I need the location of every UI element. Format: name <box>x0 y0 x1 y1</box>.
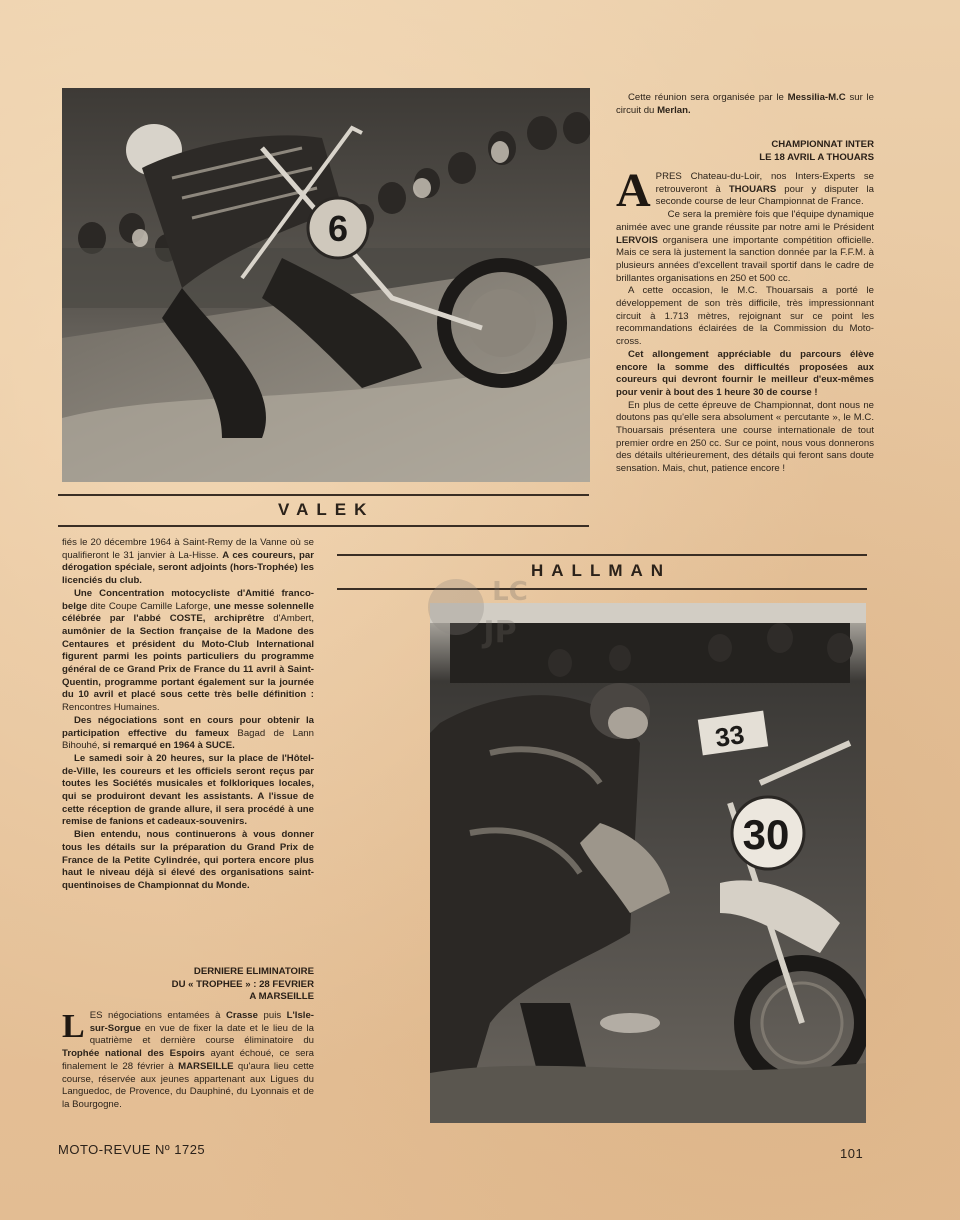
valek-bike-number: 6 <box>327 208 349 249</box>
intro-circuit: Merlan. <box>657 104 691 116</box>
marseille-b: Crasse <box>225 1010 258 1021</box>
left-p2-a: Une Concentration motocycliste d'Amitié franco-belge <box>62 587 314 612</box>
left-p3-b: Bagad de Lann Bihouhé, <box>62 727 314 752</box>
marseille-heading <box>62 966 314 1004</box>
hallman-photo <box>430 603 866 1123</box>
left-p4: Le samedi soir à 20 heures, sur la place de l'Hôtel-de-Ville, les coureurs et les officiels seront reçus par toutes les Sociétés musicales et folkloriques locales, qui se produiront devant les assistants. A l'issue de cette réception de grande allure, il sera procédé à une remise de fanions et cadeaux-souvenirs. <box>62 752 314 828</box>
thouars-p2-a: Ce sera la première fois que l'équipe dynamique animée avec une grande réussite par notre ami le Président <box>616 209 874 233</box>
lcjp-watermark <box>418 562 548 652</box>
intro-text-a: Cette réunion sera organisée par le <box>628 92 788 103</box>
marseille-h: MARSEILLE <box>178 1060 234 1072</box>
valek-photo <box>62 88 590 482</box>
thouars-p1-a: PRES Chateau-du-Loir, nos Inters-Experts se retrouveront à <box>655 171 874 195</box>
thouars-p5: En plus de cette épreuve de Championnat, dont nous ne doutons pas qu'elle sera absolument « percutante », le M.C. Thouarsais présentera une course internationale de tout premier ordre en 250 cc. Sur ce point, nous vous donnerons des détails ultérieurement, des détails qui feront sans doute sensation. Mais, chut, patience encore ! <box>616 399 874 475</box>
intro-text-c: sur le circuit du <box>616 92 874 116</box>
left-p5: Bien entendu, nous continuerons à vous donner tous les détails sur la préparation du Grand Prix de France de la Petite Cylindrée, qui portera encore plus haut le niveau déjà si élevé des organisations saint-quentinoises de Championnat du Monde. <box>62 829 314 891</box>
marseille-heading-line2: DU « TROPHEE » : 28 FEVRIER <box>171 978 314 990</box>
hallman-top-rule <box>337 554 867 556</box>
marseille-heading-line3: A MARSEILLE <box>249 991 314 1003</box>
marseille-i: qu'aura lieu cette course, réservée aux jeunes appartenant aux Ligues du Languedoc, de Provence, du Dauphiné, du Lyonnais et de la Bourgogne. <box>62 1060 314 1110</box>
marseille-d: L'Isle-sur-Sorgue <box>89 1010 314 1034</box>
watermark-bottom-text: JP <box>483 615 517 650</box>
hallman-bottom-rule <box>337 588 867 590</box>
dropcap-a: A <box>616 164 651 217</box>
valek-caption: VALEK <box>278 500 375 519</box>
right-column-intro <box>616 92 874 117</box>
marseille-a: ES négociations entamées à <box>89 1010 226 1021</box>
left-p1-b: A ces coureurs, par dérogation spéciale, seront adjoints (hors-Trophée) les licenciés du club. <box>62 549 314 587</box>
marseille-g: ayant échoué, ce sera finalement le 28 février à <box>62 1048 314 1072</box>
left-column-article <box>62 537 314 893</box>
watermark-top-text: LC <box>492 577 528 607</box>
left-p2-c: une messe solennelle célébrée par l'abbé COSTE, archiprêtre <box>62 600 314 625</box>
right-column-article <box>616 164 874 476</box>
marseille-article <box>62 1010 314 1112</box>
thouars-p4: Cet allongement appréciable du parcours élève encore la somme des difficultés proposées aux coureurs qui devront fournir le meilleur d'eux-mêmes pour venir à bout des 1 heure 30 de course ! <box>616 348 874 398</box>
left-p2-b: dite Coupe Camille Laforge, <box>87 600 214 612</box>
marseille-c: puis <box>257 1010 287 1021</box>
marseille-f: Trophée national des Espoirs <box>62 1048 205 1060</box>
dropcap-l: L <box>62 1008 85 1045</box>
left-p2-e: aumônier de la Section française de la Madone des Centaures et président du Moto-Club International figurent parmi les points particuliers du programme général de ce Grand Prix de France du 11 avril à Saint-Quentin, programme portant également sur la journée du 10 avril et placé sous cette très belle définition : <box>62 625 314 701</box>
left-p3-c: si remarqué en 1964 à SUCE. <box>102 740 235 752</box>
intro-club: Messilia-M.C <box>787 92 846 103</box>
bike-33-number: 33 <box>713 719 747 753</box>
championnat-heading-line1: CHAMPIONNAT INTER <box>771 139 874 150</box>
hallman-bike-number: 30 <box>742 811 790 858</box>
page-number: 101 <box>840 1146 864 1161</box>
left-p3-a: Des négociations sont en cours pour obtenir la participation effective du fameux <box>62 714 314 739</box>
thouars-p1-b: THOUARS <box>728 183 777 195</box>
magazine-footer: MOTO-REVUE Nº 1725 <box>58 1142 206 1157</box>
championnat-heading-line2: LE 18 AVRIL A THOUARS <box>759 151 874 163</box>
left-p2-f: Rencontres Humaines. <box>62 702 160 714</box>
left-p2-d: d'Ambert, <box>264 613 314 625</box>
valek-bottom-rule <box>58 525 589 527</box>
championnat-heading <box>616 139 874 164</box>
marseille-e: en vue de fixer la date et le lieu de la quatrième et dernière course éliminatoire du <box>89 1022 314 1047</box>
valek-top-rule <box>58 494 589 496</box>
thouars-p1-c: pour y disputer la seconde course de leur Championnat de France. <box>655 183 874 208</box>
hallman-caption: HALLMAN <box>531 561 672 580</box>
thouars-p2-b: LERVOIS <box>616 234 658 246</box>
thouars-p3: A cette occasion, le M.C. Thouarsais a porté le développement de son très difficile, très impressionnant circuit à 1.713 mètres, rejoignant sur ce point les recommandations éclairées de la Commission du Moto-cross. <box>616 285 874 348</box>
marseille-heading-line1: DERNIERE ELIMINATOIRE <box>193 966 314 977</box>
thouars-p2-c: organisera une importante compétition officielle. Mais ce sera là justement la sanction donnée par la F.F.M. à plusieurs années d'excellent travail sportif dans le cadre de brillantes organisations en 250 et 500 cc. <box>616 234 874 284</box>
left-p1-a: fiés le 20 décembre 1964 à Saint-Remy de la Vanne où se qualifieront le 31 janvier à La-Hisse. <box>62 537 314 561</box>
